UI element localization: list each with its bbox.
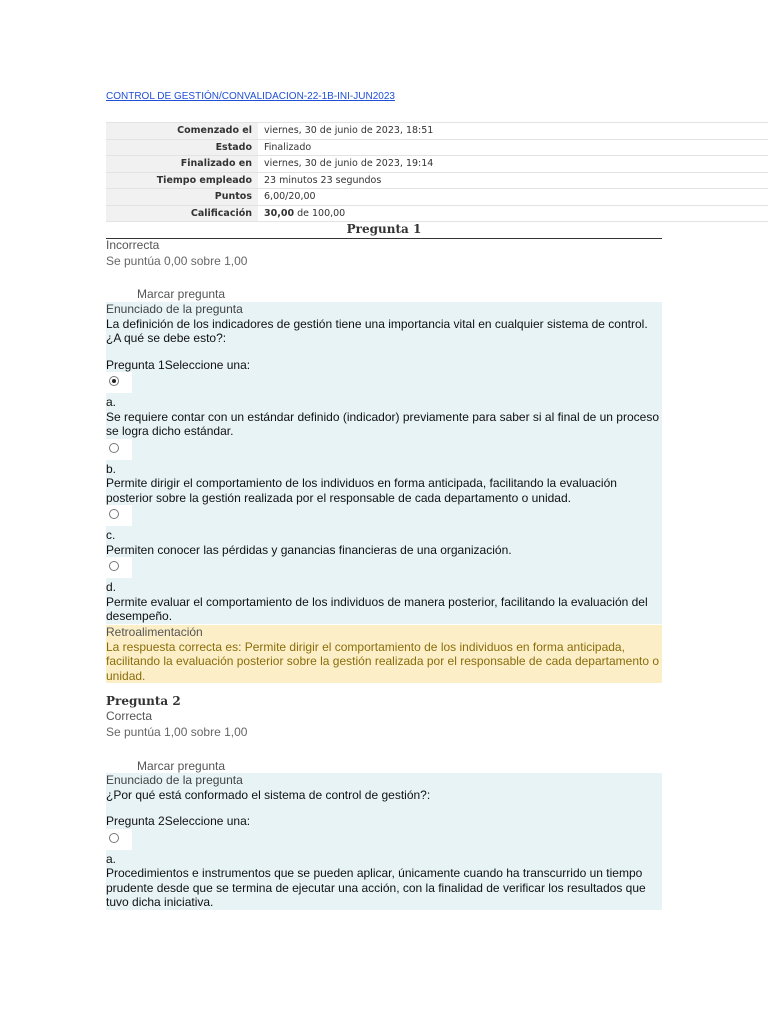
summary-label: Finalizado en (106, 156, 258, 173)
grade-score: 30,00 (264, 207, 295, 219)
summary-value: Finalizado (258, 139, 768, 156)
summary-row (106, 172, 768, 189)
summary-grade-value (258, 205, 768, 222)
grade-scale: de 100,00 (294, 207, 346, 219)
answer-text: Permite dirigir el comportamiento de los individuos en forma anticipada, facilitando la evaluación posterior sobre la gestión realizada por el responsable de cada departamento o unidad. (106, 476, 617, 505)
question-grade: Se puntúa 0,00 sobre 1,00 (106, 254, 248, 268)
answer-text: Permiten conocer las pérdidas y ganancias financieras de una organización. (106, 542, 512, 557)
summary-row (106, 139, 768, 156)
question-2-title: Pregunta 2 (106, 694, 181, 708)
summary-label: Comenzado el (106, 123, 258, 140)
answer-option-row (106, 505, 132, 526)
summary-row (106, 205, 768, 222)
summary-row (106, 156, 768, 173)
radio-button[interactable] (109, 509, 119, 519)
summary-label: Tiempo empleado (106, 172, 258, 189)
question-text: La definición de los indicadores de gestión tiene una importancia vital en cualquier sistema de control. ¿A qué se debe esto?: (106, 316, 648, 345)
question-1-feedback (106, 625, 662, 683)
question-state: Correcta (106, 709, 153, 723)
feedback-label: Retroalimentación (106, 625, 203, 639)
summary-row (106, 123, 768, 140)
summary-value: viernes, 30 de junio de 2023, 18:51 (258, 123, 768, 140)
feedback-text: La respuesta correcta es: Permite dirigir el comportamiento de los individuos en forma anticipada, facilitando la evaluación posterior sobre la gestión realizada por el responsable de cada departamento o unidad. (106, 639, 660, 683)
question-prompt: Pregunta 1Seleccione una: (106, 357, 251, 372)
question-1-info (106, 238, 247, 269)
summary-row (106, 189, 768, 206)
answer-letter: c. (106, 528, 116, 542)
answer-option-row (106, 439, 132, 460)
question-2-content (106, 773, 662, 910)
radio-button[interactable] (109, 561, 119, 571)
question-text: ¿Por qué está conformado el sistema de control de gestión?: (106, 787, 431, 802)
radio-button[interactable] (109, 833, 119, 843)
question-prompt: Pregunta 2Seleccione una: (106, 814, 251, 828)
answer-letter: b. (106, 461, 117, 476)
question-text-label: Enunciado de la pregunta (106, 302, 243, 316)
question-text-label: Enunciado de la pregunta (106, 773, 243, 787)
flag-question-button[interactable]: Marcar pregunta (137, 287, 226, 301)
answer-letter: a. (106, 851, 117, 866)
summary-label: Estado (106, 139, 258, 156)
summary-label: Puntos (106, 189, 258, 206)
question-1-heading: Pregunta 1 (106, 222, 662, 239)
flag-question-button[interactable]: Marcar pregunta (137, 759, 226, 773)
summary-grade-label: Calificación (106, 205, 258, 222)
question-2-info (106, 694, 247, 740)
answer-text: Procedimientos e instrumentos que se pueden aplicar, únicamente cuando ha transcurrido un tiempo prudente desde que se termina de ejecutar una acción, con la finalidad de verificar los resultados que tuvo dicha iniciativa. (106, 866, 646, 909)
breadcrumb-course-link[interactable]: CONTROL DE GESTIÓN/CONVALIDACION-22-1B-INI-JUN2023 (106, 91, 395, 102)
answer-option-row (106, 829, 132, 850)
question-1-content (106, 302, 662, 624)
answer-text: Permite evaluar el comportamiento de los individuos de manera posterior, facilitando la evaluación del desempeño. (106, 594, 648, 623)
summary-value: viernes, 30 de junio de 2023, 19:14 (258, 156, 768, 173)
answer-text: Se requiere contar con un estándar definido (indicador) previamente para saber si al final de un proceso se logra dicho estándar. (106, 409, 659, 438)
summary-value: 6,00/20,00 (258, 189, 768, 206)
answer-letter: d. (106, 580, 117, 594)
question-grade: Se puntúa 1,00 sobre 1,00 (106, 725, 248, 739)
radio-button-checked[interactable] (109, 376, 119, 386)
answer-option-row (106, 557, 132, 578)
summary-value: 23 minutos 23 segundos (258, 172, 768, 189)
answer-option-row (106, 372, 132, 393)
answer-letter: a. (106, 395, 117, 409)
question-state: Incorrecta (106, 238, 160, 252)
attempt-summary-table (106, 122, 768, 222)
radio-button[interactable] (109, 443, 119, 453)
